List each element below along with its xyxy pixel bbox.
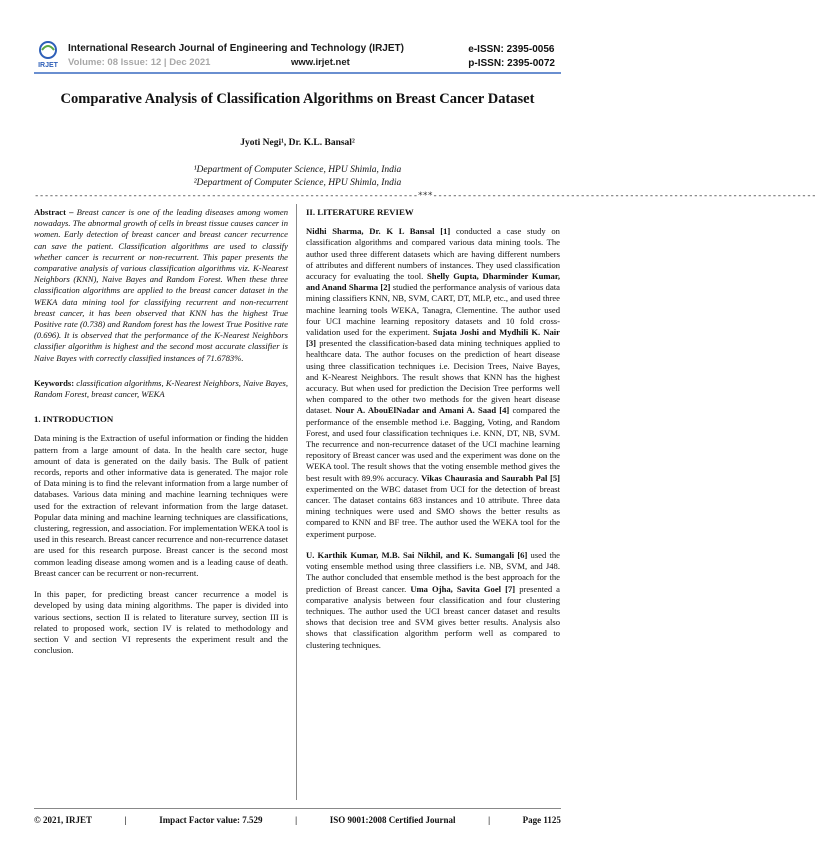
- footer-page-number: Page 1125: [522, 815, 561, 825]
- left-column: [34, 207, 288, 666]
- review-heading: II. LITERATURE REVIEW: [306, 207, 414, 217]
- pissn: p-ISSN: 2395-0072: [468, 58, 555, 69]
- ref-1-text: conducted a case study on classification algorithms and compared various data mining tools. The author used three different datasets which are having different numbers of attributes and different numbers of instances. They used classification accuracy for evaluating the tool.: [306, 226, 560, 282]
- review-paragraph-2: [306, 550, 560, 651]
- paper-authors: Jyoti Negi¹, Dr. K.L. Bansal²: [240, 138, 355, 148]
- column-divider: [296, 204, 297, 800]
- review-paragraph-1: [306, 226, 560, 540]
- footer-sep: |: [295, 815, 298, 825]
- footer-sep: |: [488, 815, 491, 825]
- ref-6-authors: U. Karthik Kumar, M.B. Sai Nikhil, and K. Sumangali [6]: [306, 549, 528, 560]
- ref-4-authors: Nour A. AbouElNadar and Amani A. Saad [4]: [335, 405, 510, 416]
- irjet-logo-icon: [34, 40, 62, 68]
- abstract-text: Breast cancer is one of the leading diseases among women nowadays. The abnormal growth of cells in breast tissue causes cancer in women. Early detection of breast cancer and breast cancer recurrence can save the patient. Classification algorithms are used to classify whether cancer is recurrent or non-recurrent. This paper presents the comparative analysis of various classification algorithms viz. K-Nearest Neighbors (KNN), Naive Bayes and Random Forest. When these three classification algorithms are applied to the breast cancer dataset in the WEKA data mining tool for classifying recurrent and non-recurrent breast cancer, it has been observed that KNN has the highest True Positive rate (0.738) and Random forest has the lowest True Positive rate (0.696). It is observed that the performance of the K-Nearest Neighbors classifier algorithm is highest and the second most accurate classifier is Naive Bayes with correctly classified instances of 71.6783%.: [34, 207, 288, 363]
- journal-title: International Research Journal of Engineering and Technology (IRJET): [68, 43, 404, 54]
- intro-heading: 1. INTRODUCTION: [34, 414, 114, 425]
- issn-block: [468, 43, 555, 71]
- intro-paragraph-1: Data mining is the Extraction of useful information or finding the hidden pattern from a large amount of data. In the health care sector, huge amount of data is generated on the daily basis. The Bulk of patient records, reports and other informative data is generated. The major role of Data mining is to find the relevant information from a large number of databases. Various data mining and machine learning techniques were used for the extraction of relevant information from the large dataset. Popular data mining and machine learning techniques are classifications, clustering, regression, and association. For implementation WEKA tool is used in this research. Breast cancer recurrence and non-recurrence dataset are used for this research purpose. Breast cancer is the second most common leading disease among women and is a leading cause of death. Breast cancer can be recurrent or non-recurrent.: [34, 433, 288, 578]
- header-divider: [34, 72, 561, 74]
- keywords-label: Keywords:: [34, 377, 75, 388]
- intro-paragraph-2: In this paper, for predicting breast cancer recurrence a model is developed by using data mining algorithms. The paper is divided into various sections, section II is related to literature survey, section III is related to proposed work, section IV is related to methodology and section V and section VI represents the experiment result and the conclusion.: [34, 589, 288, 656]
- keywords-text: classification algorithms, K-Nearest Neighbors, Naive Bayes, Random Forest, breast cancer, WEKA: [34, 377, 288, 400]
- ref-6-text: used the voting ensemble method using three classifiers i.e. NB, SVM, and J48. The author concluded that ensemble method is the best approach for the prediction of Breast cancer.: [306, 549, 560, 594]
- ref-5-text: experimented on the WBC dataset from UCI for the detection of breast cancer. The dataset contains 683 instances and 10 attribute. Three data mining techniques were used and SMO shows the better results as compared to KNN and BF tree. The author used the WEKA tool for the experiment purpose.: [306, 483, 560, 539]
- ref-2-text: studied the performance analysis of various data mining classifiers KNN, NB, SVM, CART, DT, MLP, etc., and used three machine learning tools WEKA, Tanagra, Clementine. The author used four UCI machine learning repository datasets and 10 fold cross-validation used for the experiment.: [306, 282, 560, 338]
- paper-title: Comparative Analysis of Classification Algorithms on Breast Cancer Dataset: [60, 91, 535, 107]
- journal-volume: Volume: 08 Issue: 12 | Dec 2021: [68, 57, 211, 68]
- abstract: [34, 207, 288, 364]
- footer-iso: ISO 9001:2008 Certified Journal: [329, 815, 456, 825]
- footer-impact-factor: Impact Factor value: 7.529: [159, 815, 263, 825]
- ref-2-authors: Shelly Gupta, Dharminder Kumar, and Anand Sharma [2]: [306, 271, 560, 293]
- logo-text: IRJET: [38, 62, 58, 69]
- ref-1-authors: Nidhi Sharma, Dr. K L Bansal [1]: [306, 226, 451, 237]
- keywords: [34, 378, 288, 400]
- eissn: e-ISSN: 2395-0056: [468, 44, 555, 55]
- journal-website-link[interactable]: www.irjet.net: [291, 57, 350, 68]
- affiliation-2: ²Department of Computer Science, HPU Shimla, India: [193, 178, 402, 188]
- ref-7-text: presented a comparative analysis between four classification and four clustering techniques. The author used the UCI breast cancer dataset and results shows that decision tree and SVM gives better results. Analysis also shows that classification algorithm perform well as compared to clustering techniques.: [306, 583, 560, 650]
- ref-3-text: presented the classification-based data mining techniques applied to healthcare data. The author focuses on the prediction of heart disease using three classification techniques i.e. Decision Trees, Naive Bayes, and K-Nearest Neighbors. The result shows that KNN has the highest accuracy. But when used for prediction the Decision Tree performs well when compared to the other two methods for the given heart disease dataset.: [306, 338, 560, 416]
- page-footer: [34, 815, 561, 825]
- footer-copyright: © 2021, IRJET: [34, 815, 92, 825]
- ref-5-authors: Vikas Chaurasia and Saurabh Pal [5]: [421, 472, 560, 483]
- journal-header: [34, 40, 561, 76]
- abstract-label: Abstract –: [34, 207, 74, 217]
- section-separator: ------------------------------------------------------------------------------***------------------------------------------------------------------------------: [34, 191, 816, 201]
- ref-7-authors: Uma Ojha, Savita Goel [7]: [410, 583, 516, 594]
- right-column: [306, 207, 560, 661]
- footer-divider: [34, 808, 561, 809]
- ref-4-text: compared the performance of the ensemble method i.e. Bagging, Voting, and Random Forest, and used four classification techniques i.e. KNN, DT, NB, SVM. The recurrence and non-recurrence dataset of the UCI machine learning repository of Breast cancer was used and the experiment was done on the WEKA tool. The result shows that the voting ensemble method gives the best result with 89.9% accuracy.: [306, 405, 560, 483]
- affiliation-1: ¹Department of Computer Science, HPU Shimla, India: [193, 165, 402, 175]
- footer-sep: |: [124, 815, 127, 825]
- ref-3-authors: Sujata Joshi and Mydhili K. Nair [3]: [306, 327, 560, 349]
